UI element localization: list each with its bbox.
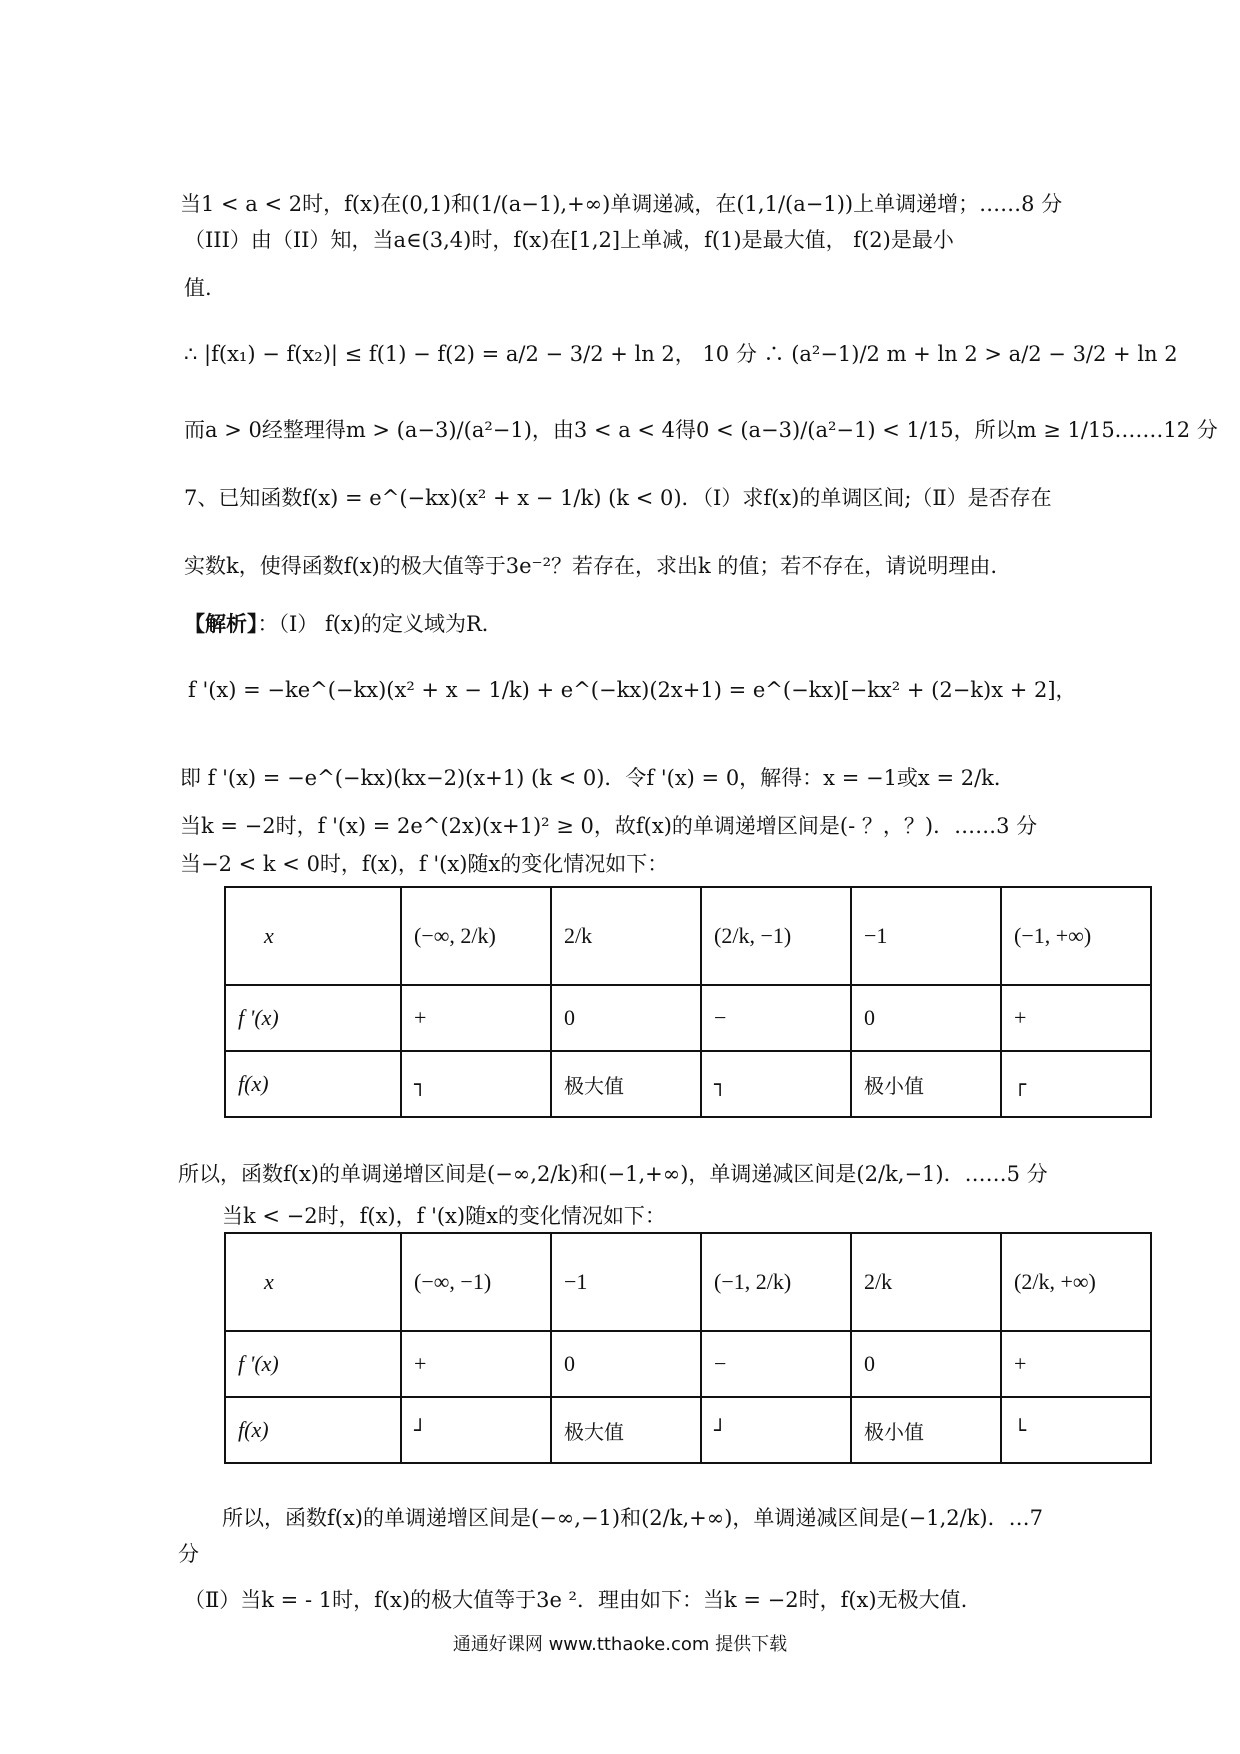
table-cell: 极小值 <box>851 1397 1001 1463</box>
table-cell: 2/k <box>551 887 701 985</box>
table-cell: ┌ <box>1001 1051 1151 1117</box>
table-cell: + <box>401 985 551 1051</box>
text-line-16: 分 <box>178 1542 199 1566</box>
text-line-3: 值. <box>184 276 212 300</box>
analysis-heading-line <box>184 606 503 642</box>
text-line-14: 当k < −2时，f(x)，f '(x)随x的变化情况如下： <box>222 1204 666 1228</box>
text-line-7: 实数k，使得函数f(x)的极大值等于3e⁻²？若存在，求出k 的值；若不存在，请说明理由. <box>184 554 998 578</box>
table-cell: + <box>1001 985 1151 1051</box>
footer-note: 通通好课网 www.tthaoke.com 提供下载 <box>452 1634 788 1655</box>
text-line-17: （Ⅱ）当k = - 1时，f(x)的极大值等于3e ²．理由如下：当k = −2时，f(x)无极大值. <box>184 1588 968 1612</box>
table-cell: + <box>401 1331 551 1397</box>
table-cell: 0 <box>551 1331 701 1397</box>
table-cell: −1 <box>851 887 1001 985</box>
analysis-text: ：（Ⅰ） f(x)的定义域为R． <box>257 612 503 636</box>
variation-table-1 <box>224 886 1152 1118</box>
table-cell: 0 <box>851 1331 1001 1397</box>
table-cell: 极大值 <box>551 1397 701 1463</box>
table-cell: 0 <box>851 985 1001 1051</box>
table-row <box>225 887 1151 985</box>
text-line-13: 所以，函数f(x)的单调递增区间是(−∞,2/k)和(−1,+∞)，单调递减区间是(2/k,−1)．……5 分 <box>178 1162 1048 1186</box>
table-row <box>225 1397 1151 1463</box>
table-cell: (−∞, −1) <box>401 1233 551 1331</box>
table-cell: 0 <box>551 985 701 1051</box>
variation-table-2 <box>224 1232 1152 1464</box>
table-cell: ┘ <box>701 1397 851 1463</box>
analysis-label: 【解析】 <box>184 611 258 636</box>
text-line-6: 7、已知函数f(x) = e^(−kx)(x² + x − 1/k) (k < 0)．（Ⅰ）求f(x)的单调区间;（Ⅱ）是否存在 <box>184 486 1052 510</box>
text-line-10: 即 f '(x) = −e^(−kx)(kx−2)(x+1) (k < 0)．令f '(x) = 0，解得：x = −1或x = 2/k． <box>180 766 1015 790</box>
table-cell: ┐ <box>701 1051 851 1117</box>
table-cell: (2/k, −1) <box>701 887 851 985</box>
table-cell: −1 <box>551 1233 701 1331</box>
text-line-11: 当k = −2时，f '(x) = 2e^(2x)(x+1)² ≥ 0，故f(x)的单调递增区间是(- ？，？)．……3 分 <box>180 814 1038 838</box>
table-cell: f '(x) <box>225 985 401 1051</box>
table-cell: x <box>225 1233 401 1331</box>
table-cell: − <box>701 985 851 1051</box>
table-cell: 极小值 <box>851 1051 1001 1117</box>
table-cell: + <box>1001 1331 1151 1397</box>
table-cell: 2/k <box>851 1233 1001 1331</box>
table-cell: − <box>701 1331 851 1397</box>
text-line-5: 而a > 0经整理得m > (a−3)/(a²−1)，由3 < a < 4得0 < (a−3)/(a²−1) < 1/15，所以m ≥ 1/15.……12 分 <box>184 418 1218 442</box>
table-row <box>225 1051 1151 1117</box>
table-row <box>225 1233 1151 1331</box>
table-cell: (−1, 2/k) <box>701 1233 851 1331</box>
text-line-2: （III）由（II）知，当a∈(3,4)时，f(x)在[1,2]上单减，f(1)是最大值， f(2)是最小 <box>184 228 954 252</box>
text-line-1: 当1 < a < 2时，f(x)在(0,1)和(1/(a−1),+∞)单调递减，在(1,1/(a−1))上单调递增；……8 分 <box>180 192 1063 216</box>
table-cell: f '(x) <box>225 1331 401 1397</box>
table-cell: 极大值 <box>551 1051 701 1117</box>
text-line-4: ∴ |f(x₁) − f(x₂)| ≤ f(1) − f(2) = a/2 − 3/2 + ln 2， 10 分 ∴ (a²−1)/2 m + ln 2 > a/2 − 3/2 + ln 2 <box>184 342 1178 366</box>
table-cell: x <box>225 887 401 985</box>
table-cell: └ <box>1001 1397 1151 1463</box>
table-cell: (2/k, +∞) <box>1001 1233 1151 1331</box>
text-line-12: 当−2 < k < 0时，f(x)，f '(x)随x的变化情况如下： <box>180 852 669 876</box>
table-cell: (−∞, 2/k) <box>401 887 551 985</box>
text-line-9: f '(x) = −ke^(−kx)(x² + x − 1/k) + e^(−kx)(2x+1) = e^(−kx)[−kx² + (2−k)x + 2]， <box>188 678 1077 702</box>
table-row <box>225 985 1151 1051</box>
table-row <box>225 1331 1151 1397</box>
text-line-15: 所以，函数f(x)的单调递增区间是(−∞,−1)和(2/k,+∞)，单调递减区间是(−1,2/k)．…7 <box>222 1506 1043 1530</box>
table-cell: (−1, +∞) <box>1001 887 1151 985</box>
table-cell: ┘ <box>401 1397 551 1463</box>
table-cell: ┐ <box>401 1051 551 1117</box>
table-cell: f(x) <box>225 1397 401 1463</box>
table-cell: f(x) <box>225 1051 401 1117</box>
